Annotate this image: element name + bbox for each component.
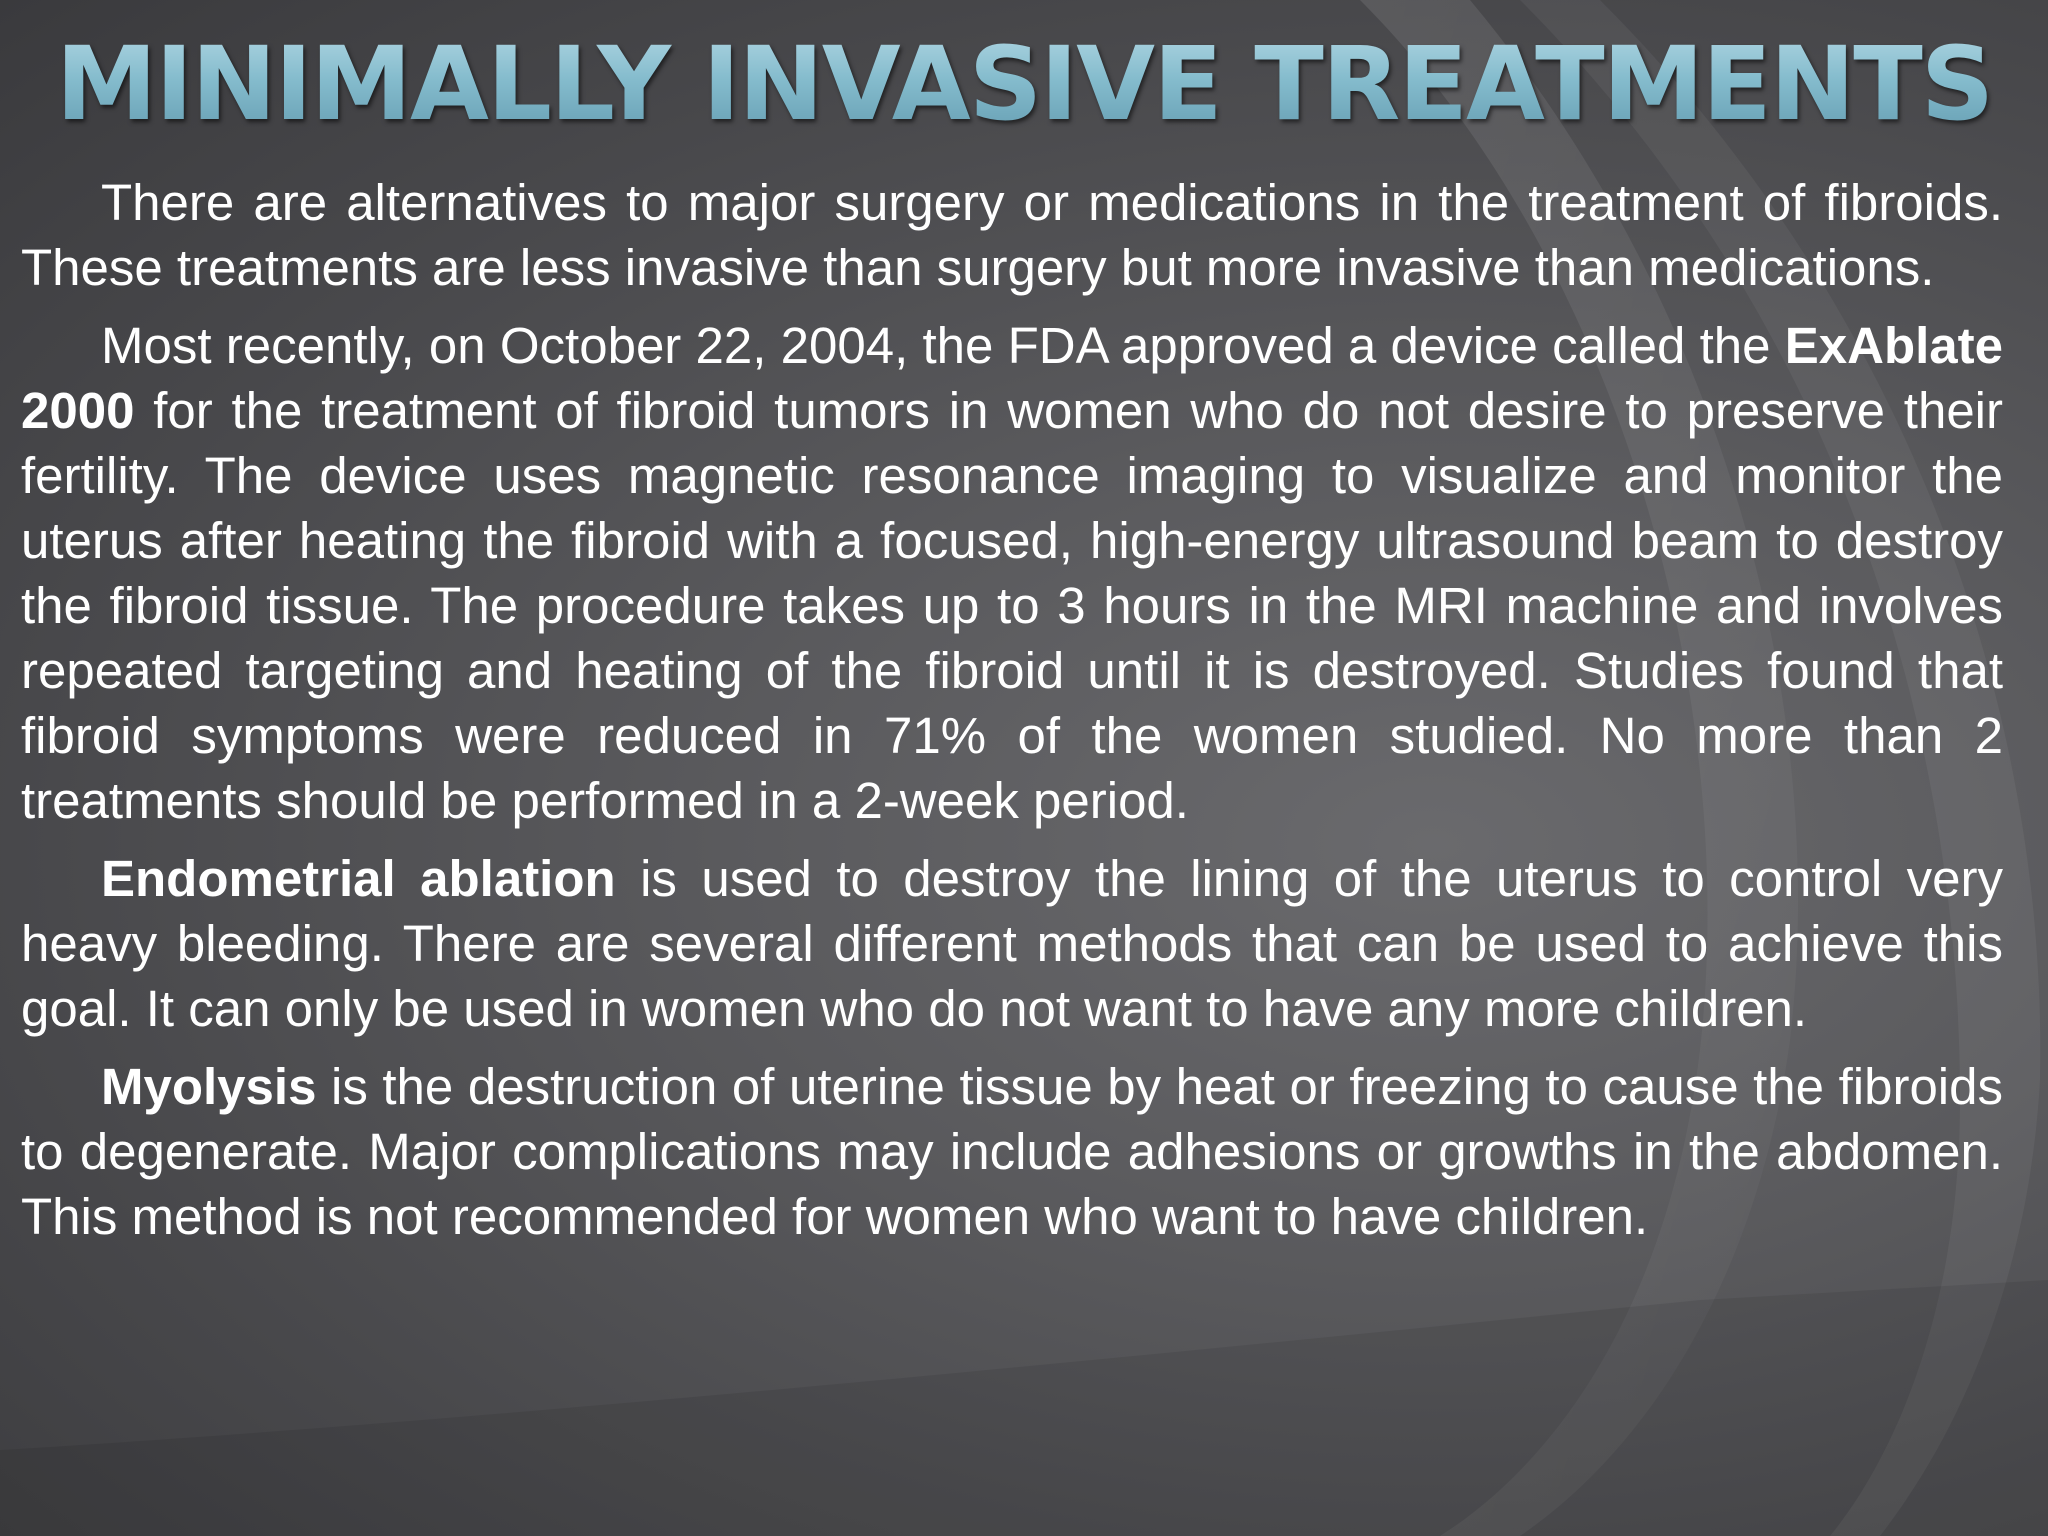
slide-body: [21, 170, 2003, 1262]
term-exablate: ExAblate 2000: [21, 317, 2003, 439]
paragraph-intro-text: There are alternatives to major surgery or medications in the treatment of fibroids. These treatments are less invasive than surgery but more invasive than medications.: [21, 174, 2003, 296]
term-endometrial-ablation: Endometrial ablation: [101, 850, 616, 907]
paragraph-intro: [21, 170, 2003, 300]
paragraph-endometrial-ablation-text: is used to destroy the lining of the uterus to control very heavy bleeding. There are several different methods that can be used to achieve this goal. It can only be used in women who do not want to have any more children.: [21, 850, 2003, 1037]
paragraph-myolysis-text: is the destruction of uterine tissue by heat or freezing to cause the fibroids to degenerate. Major complications may include adhesions or growths in the abdomen. This method is not recommended for women who want to have children.: [21, 1058, 2003, 1245]
paragraph-exablate-after: for the treatment of fibroid tumors in women who do not desire to preserve their fertility. The device uses magnetic resonance imaging to visualize and monitor the uterus after heating the fibroid with a focused, high-energy ultrasound beam to destroy the fibroid tissue. The procedure takes up to 3 hours in the MRI machine and involves repeated targeting and heating of the fibroid until it is destroyed. Studies found that fibroid symptoms were reduced in 71% of the women studied. No more than 2 treatments should be performed in a 2-week period.: [21, 382, 2003, 829]
paragraph-exablate: [21, 313, 2003, 833]
paragraph-exablate-before: Most recently, on October 22, 2004, the FDA approved a device called the: [101, 317, 1785, 374]
term-myolysis: Myolysis: [101, 1058, 317, 1115]
paragraph-myolysis: [21, 1054, 2003, 1249]
paragraph-endometrial-ablation: [21, 846, 2003, 1041]
slide-title: MINIMALLY INVASIVE TREATMENTS: [0, 20, 2048, 150]
